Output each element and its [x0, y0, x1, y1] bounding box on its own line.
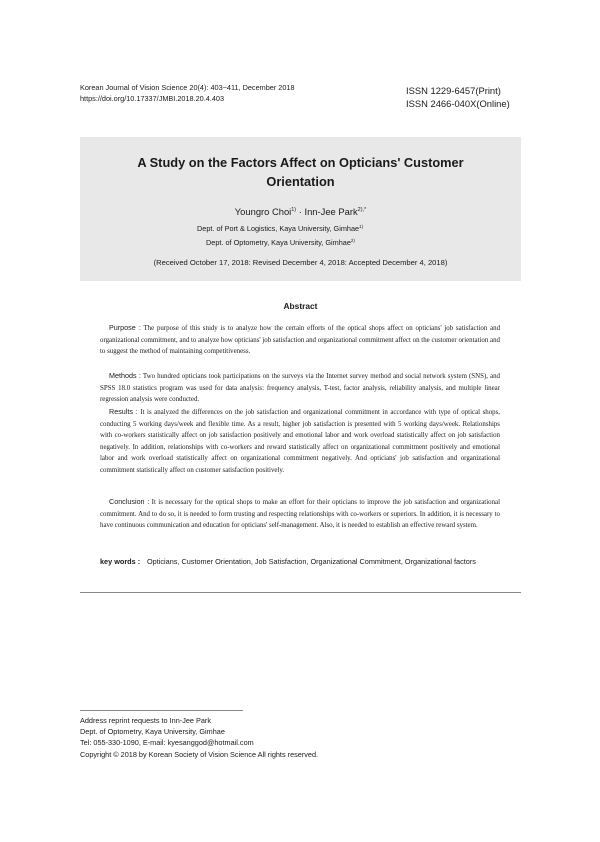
abstract-methods: [100, 370, 500, 406]
affiliation-1-marker: 1): [359, 224, 364, 229]
author-1-marker: 1): [291, 207, 297, 213]
affiliation-1: [197, 224, 363, 233]
abstract-heading: Abstract: [283, 301, 318, 311]
purpose-label: Purpose :: [109, 323, 141, 332]
correspondence-footnote: [80, 715, 318, 760]
affiliation-2-text: Dept. of Optometry, Kaya University, Gimhae: [206, 238, 351, 247]
section-divider: [80, 592, 521, 593]
author-list: [80, 206, 521, 217]
author-separator: ·: [296, 206, 305, 217]
affiliation-2: [206, 238, 355, 247]
footnote-divider: [80, 710, 243, 711]
keywords-text: Opticians, Customer Orientation, Job Satisfaction, Organizational Commitment, Organizational factors: [147, 557, 476, 566]
abstract-purpose: [100, 322, 500, 358]
footnote-line-4: Copyright © 2018 by Korean Society of Vision Science All rights reserved.: [80, 749, 319, 759]
keywords-label: key words :: [100, 557, 141, 566]
received-dates: (Received October 17, 2018: Revised December 4, 2018: Accepted December 4, 2018): [153, 258, 448, 267]
methods-label: Methods :: [109, 371, 141, 380]
paper-title-line-2: Orientation: [266, 174, 335, 189]
journal-header: [80, 82, 295, 104]
title-box: [80, 137, 521, 281]
paper-title: [80, 153, 521, 191]
results-text: It is analyzed the differences on the job satisfaction and organizational commitment in accordance with type of optical shops, conducting 5 working days/week and flexible time. As a result, higher job satisfaction is presented with 5 working days/week. Relationships with co-workers statistically affect on job satisfaction positively and emotional labor and work overload statistically affect on job satisfaction negatively. In addition, relationships with co-workers and reward statistically affect on organizational commitment positively and emotional labor and work overload statistically affect on organizational commitment negatively. And opticians' job satisfaction and organizational commitment statistically affect on customer satisfaction positively.: [100, 409, 500, 474]
conclusion-label: Conclusion :: [109, 497, 150, 506]
author-2-marker: 2),*: [357, 207, 367, 213]
conclusion-text: It is necessary for the optical shops to make an effort for their opticians to improve the job satisfaction and organizational commitment. And to do so, it is needed to form trusting and respecting relationships with co-workers or superiors. In addition, it is necessary to have continuous communication and education for opticians' self-management. Also, it is needed to establish an effective reward system.: [100, 499, 500, 530]
affiliation-1-text: Dept. of Port & Logistics, Kaya University, Gimhae: [197, 224, 360, 233]
issn-online: ISSN 2466-040X(Online): [406, 98, 510, 109]
journal-citation: Korean Journal of Vision Science 20(4): 403~411, December 2018: [80, 83, 295, 92]
abstract-results: [100, 406, 500, 477]
author-2: Inn-Jee Park: [304, 206, 358, 217]
doi-link[interactable]: https://doi.org/10.17337/JMBI.2018.20.4.403: [80, 94, 225, 103]
affiliation-2-marker: 2): [350, 238, 355, 243]
abstract-conclusion: [100, 496, 500, 532]
footnote-line-1: Address reprint requests to Inn-Jee Park: [80, 716, 212, 725]
methods-text: Two hundred opticians took participations on the surveys via the Internet survey method and social network system (SNS), and SPSS 18.0 statistics program was used for data analysis: frequency analysis, T-test, factor analysis, reliability analysis, and multiple linear regression analysis were conducted.: [100, 373, 500, 404]
author-1: Youngro Choi: [234, 206, 292, 217]
paper-title-line-1: A Study on the Factors Affect on Opticians' Customer: [137, 155, 464, 170]
issn-block: [406, 84, 510, 110]
issn-print: ISSN 1229-6457(Print): [406, 85, 501, 96]
footnote-line-3: Tel: 055-330-1090, E-mail: kyesanggod@hotmail.com: [80, 738, 254, 748]
footnote-line-2: Dept. of Optometry, Kaya University, Gimhae: [80, 727, 225, 737]
purpose-text: The purpose of this study is to analyze how the certain efforts of the optical shops affect on opticians' job satisfaction and organizational commitment, and to analyze how opticians' job satisfaction and organizational commitment affect on the customer orientation and to suggest the method of maintaining competitiveness.: [100, 325, 501, 356]
results-label: Results :: [109, 407, 138, 416]
